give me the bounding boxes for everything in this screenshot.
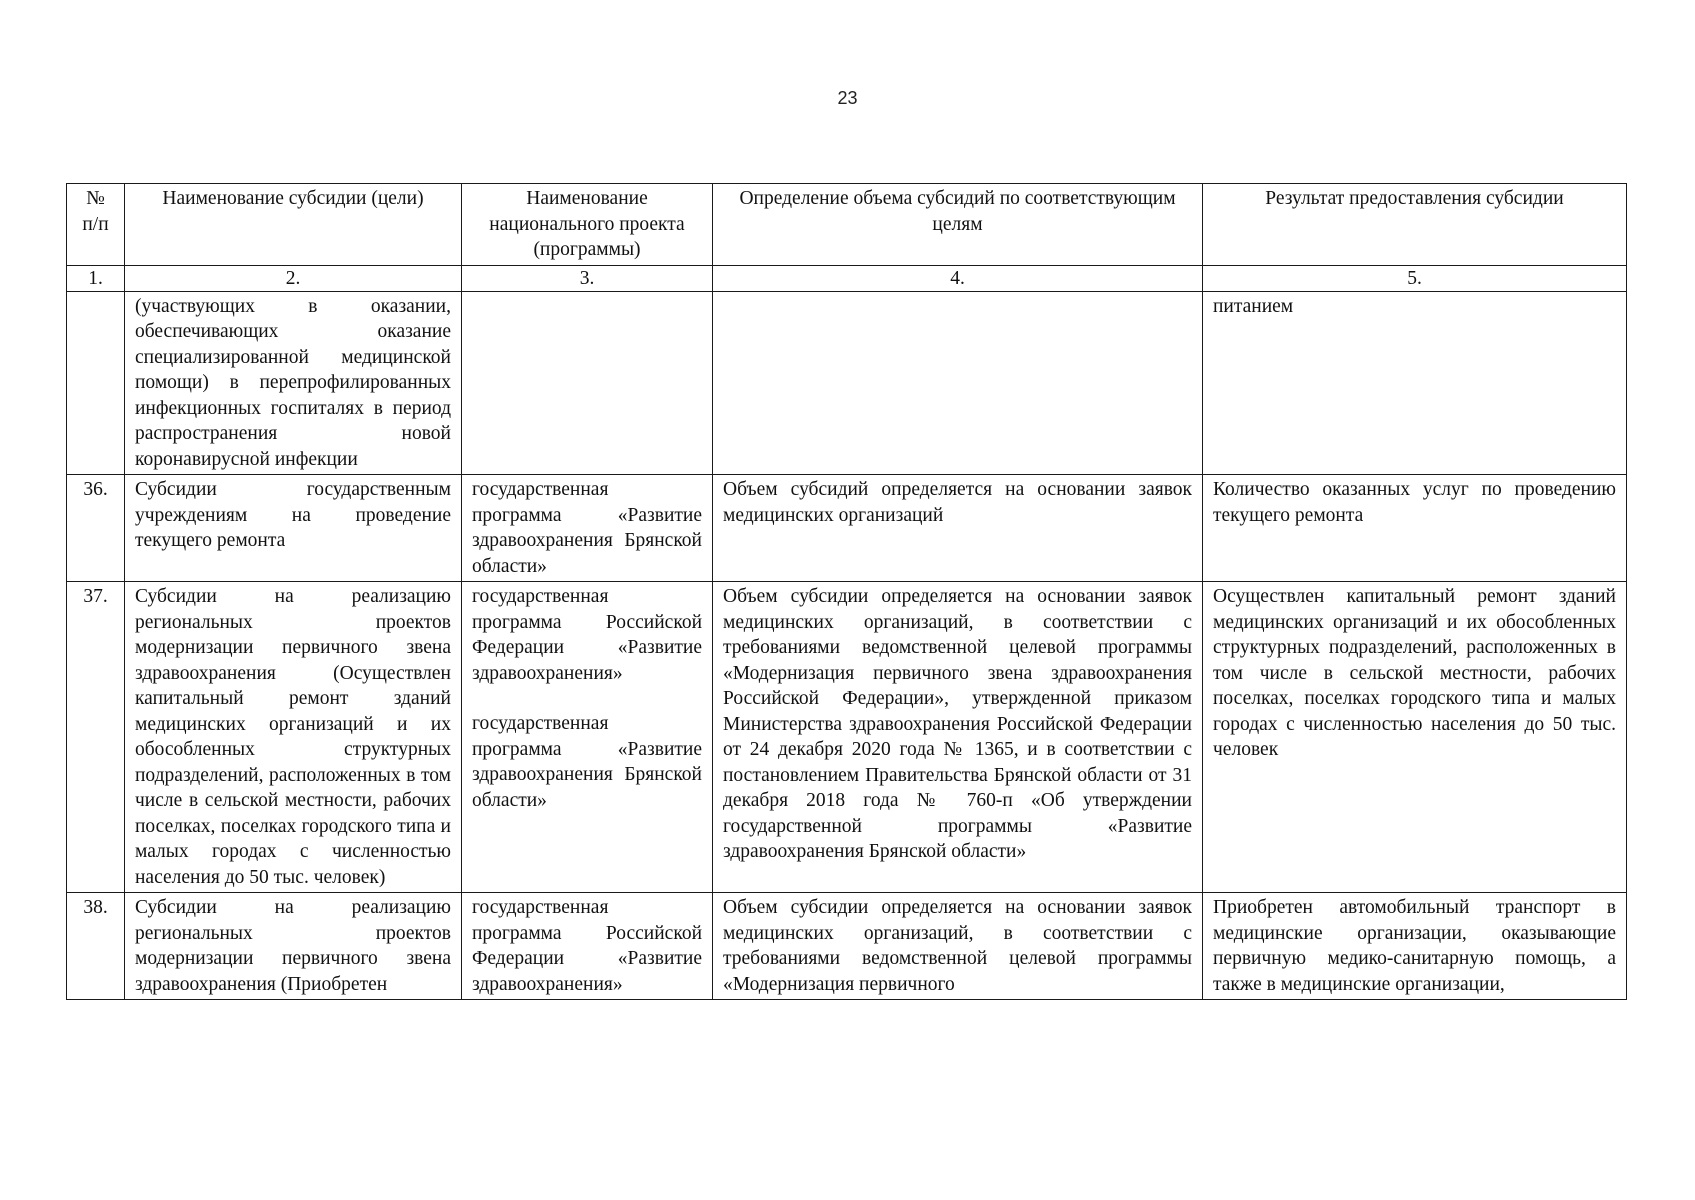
- page-number: 23: [837, 88, 858, 108]
- subsidy-name: (участвующих в оказании, обеспечивающих оказание специализированной медицинской помощи) в перепрофилированных инфекционных госпиталях в период распространения новой коронавирусной инфекции: [125, 291, 462, 475]
- project-name-secondary: государственная программа «Развитие здравоохранения Брянской области»: [472, 713, 702, 811]
- project-name: [462, 475, 713, 582]
- project-spacer: [472, 686, 702, 711]
- row-number: 36.: [67, 475, 125, 582]
- column-number: 5.: [1203, 265, 1627, 291]
- subsidy-name: Субсидии на реализацию региональных проектов модернизации первичного звена здравоохранения (Приобретен: [125, 893, 462, 1000]
- column-number-row: [67, 265, 1627, 291]
- header-project: Наименование национального проекта (программы): [462, 184, 713, 266]
- column-number: 3.: [462, 265, 713, 291]
- column-number: 4.: [713, 265, 1203, 291]
- project-name-primary: государственная программа Российской Федерации «Развитие здравоохранения»: [472, 897, 702, 995]
- subsidy-result: Приобретен автомобильный транспорт в медицинские организации, оказывающие первичную медико-санитарную помощь, а также в медицинские организации,: [1203, 893, 1627, 1000]
- volume-definition: Объем субсидии определяется на основании заявок медицинских организаций, в соответствии с требованиями ведомственной целевой программы «Модернизация первичного звена здравоохранения Российской Федерации», утвержденной приказом Министерства здравоохранения Российской Федерации от 24 декабря 2020 года № 1365, и в соответствии с постановлением Правительства Брянской области от 31 декабря 2018 года № 760-п «Об утверждении государственной программы «Развитие здравоохранения Брянской области»: [713, 582, 1203, 893]
- subsidy-name: Субсидии государственным учреждениям на проведение текущего ремонта: [125, 475, 462, 582]
- header-name: Наименование субсидии (цели): [125, 184, 462, 266]
- table-row: [67, 475, 1627, 582]
- project-name: [462, 893, 713, 1000]
- volume-definition: Объем субсидии определяется на основании заявок медицинских организаций, в соответствии с требованиями ведомственной целевой программы «Модернизация первичного: [713, 893, 1203, 1000]
- table-row: [67, 893, 1627, 1000]
- row-number: [67, 291, 125, 475]
- header-volume: Определение объема субсидий по соответствующим целям: [713, 184, 1203, 266]
- table-row: [67, 291, 1627, 475]
- subsidy-table: [66, 183, 1627, 1000]
- subsidy-name: Субсидии на реализацию региональных проектов модернизации первичного звена здравоохранения (Осуществлен капитальный ремонт зданий медицинских организаций и их обособленных структурных подразделений, расположенных в том числе в сельской местности, рабочих поселках, поселках городского типа и малых городах с численностью населения до 50 тыс. человек): [125, 582, 462, 893]
- subsidy-result: Количество оказанных услуг по проведению текущего ремонта: [1203, 475, 1627, 582]
- subsidy-result: Осуществлен капитальный ремонт зданий медицинских организаций и их обособленных структурных подразделений, расположенных в том числе в сельской местности, рабочих поселках, поселках городского типа и малых городах с численностью населения до 50 тыс. человек: [1203, 582, 1627, 893]
- row-number: 38.: [67, 893, 125, 1000]
- header-result: Результат предоставления субсидии: [1203, 184, 1627, 266]
- project-name-primary: государственная программа «Развитие здравоохранения Брянской области»: [472, 479, 702, 577]
- header-row: [67, 184, 1627, 266]
- column-number: 1.: [67, 265, 125, 291]
- row-number: 37.: [67, 582, 125, 893]
- subsidy-result: питанием: [1203, 291, 1627, 475]
- project-name-primary: государственная программа Российской Федерации «Развитие здравоохранения»: [472, 586, 702, 684]
- table-row: [67, 582, 1627, 893]
- project-name: [462, 291, 713, 475]
- column-number: 2.: [125, 265, 462, 291]
- header-num: № п/п: [67, 184, 125, 266]
- project-name: [462, 582, 713, 893]
- volume-definition: [713, 291, 1203, 475]
- volume-definition: Объем субсидий определяется на основании заявок медицинских организаций: [713, 475, 1203, 582]
